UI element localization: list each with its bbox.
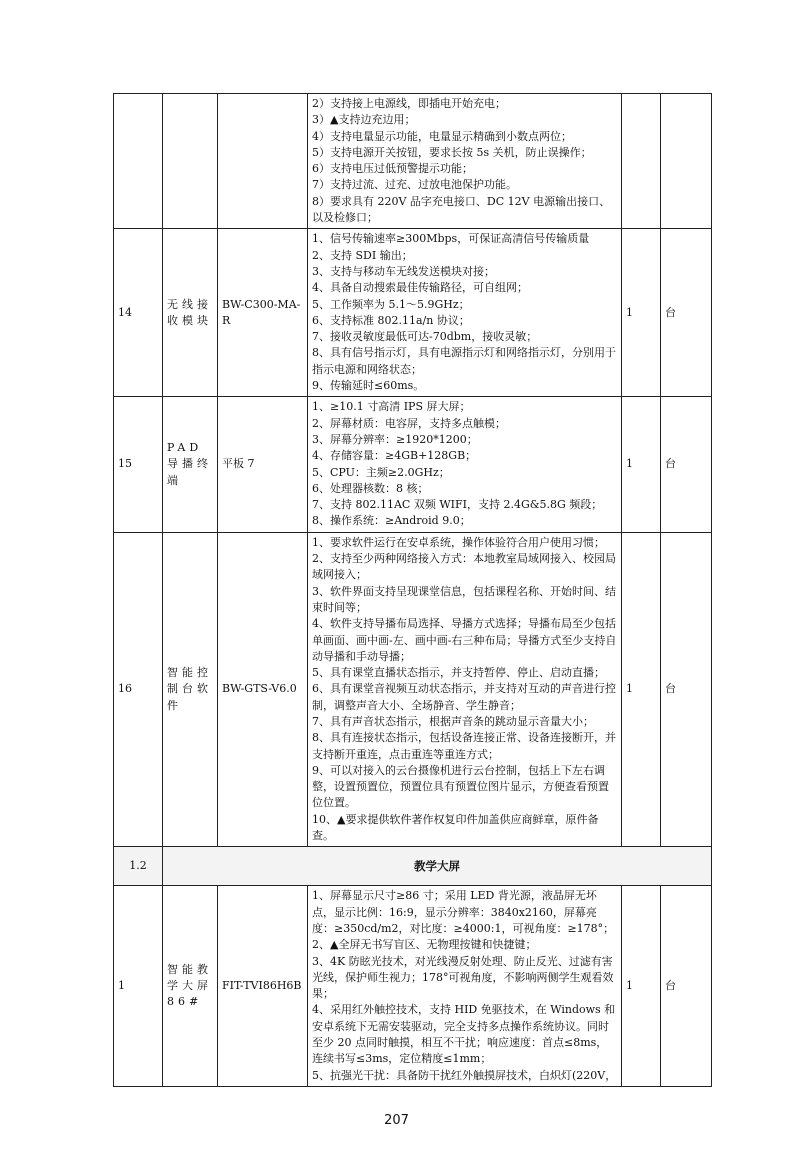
spec-line: 4、软件支持导播布局选择、导播方式选择；导播布局至少包括单画面、画中画-左、画中画-右三种布局；导播方式至少支持自动导播和手动导播；	[312, 617, 617, 663]
section-number: 1.2	[114, 847, 163, 886]
item-quantity: 1	[622, 886, 661, 1087]
item-unit: 台	[661, 229, 712, 397]
item-quantity: 1	[622, 397, 661, 532]
item-number: 1	[114, 886, 163, 1087]
page-number: 207	[384, 1112, 409, 1128]
spec-line: 10、▲要求提供软件著作权复印件加盖供应商鲜章，原件备查。	[312, 812, 599, 843]
spec-line: 3、4K 防眩光技术，对光线漫反射处理、防止反光、过滤有害光线，保护师生视力；178°可视角度，不影响两侧学生观看效果；	[312, 954, 614, 1001]
item-name: 智能控制台软件	[163, 532, 218, 847]
spec-line: 3、屏幕分辨率：≥1920*1200；	[312, 432, 478, 446]
item-quantity: 1	[622, 229, 661, 397]
item-quantity: 1	[622, 532, 661, 847]
spec-line: 8、操作系统：≥Android 9.0；	[312, 514, 471, 528]
spec-line: 8）要求具有 220V 品字充电接口、DC 12V 电源输出接口、以及检修口；	[312, 194, 611, 225]
spec-line: 5、抗强光干扰：具备防干扰红外触摸屏技术，白炽灯(220V，	[312, 1068, 617, 1082]
item-spec	[308, 94, 622, 229]
item-name: PAD 导播终端	[163, 397, 218, 532]
item-unit: 台	[661, 397, 712, 532]
spec-line: 2）支持接上电源线，即插电开始充电；	[312, 97, 506, 110]
item-model	[218, 94, 308, 229]
spec-line: 7、接收灵敏度最低可达-70dbm，接收灵敏；	[312, 330, 538, 344]
spec-line: 6、具有课堂音视频互动状态指示，并支持对互动的声音进行控制，调整声音大小、全场静音、学生静音；	[312, 682, 616, 712]
item-name: 智能教学大屏86#	[163, 886, 218, 1087]
item-unit: 台	[661, 886, 712, 1087]
spec-line: 3、软件界面支持呈现课堂信息，包括课程名称、开始时间、结束时间等；	[312, 584, 616, 614]
item-model: FIT-TVI86H6B	[218, 886, 308, 1087]
spec-line: 8、具有信号指示灯，具有电源指示灯和网络指示灯，分别用于指示电源和网络状态；	[312, 346, 616, 376]
item-spec	[308, 229, 622, 397]
item-spec	[308, 886, 622, 1087]
spec-line: 4）支持电量显示功能，电量显示精确到小数点两位；	[312, 129, 572, 143]
spec-line: 7、具有声音状态指示，根据声音条的跳动显示音量大小；	[312, 714, 594, 728]
item-quantity	[622, 94, 661, 229]
spec-line: 4、存储容量：≥4GB+128GB；	[312, 449, 477, 463]
item-model: BW-C300-MA-R	[218, 229, 308, 397]
spec-line: 3、支持与移动车无线发送模块对接；	[312, 264, 495, 278]
spec-line: 1、信号传输速率≥300Mbps，可保证高清信号传输质量	[312, 232, 590, 246]
item-number: 15	[114, 397, 163, 532]
section-title: 教学大屏	[163, 847, 712, 886]
spec-line: 6、支持标准 802.11a/n 协议；	[312, 313, 470, 327]
spec-line: 9、可以对接入的云台摄像机进行云台控制，包括上下左右调整，设置预置位，预置位具有预置位图片显示，方便查看预置位位置。	[312, 763, 609, 810]
section-row	[114, 847, 712, 886]
table-row	[114, 229, 712, 397]
spec-table	[113, 93, 712, 1087]
spec-line: 9、传输延时≤60ms。	[312, 379, 425, 393]
item-number: 16	[114, 532, 163, 847]
spec-line: 5、工作频率为 5.1～5.9GHz；	[312, 297, 470, 311]
item-unit: 台	[661, 532, 712, 847]
item-number: 14	[114, 229, 163, 397]
spec-line: 8、具有连接状态指示，包括设备连接正常、设备连接断开，并支持断开重连，点击重连等重连方式；	[312, 731, 616, 761]
item-model: 平板 7	[218, 397, 308, 532]
item-spec	[308, 397, 622, 532]
spec-line: 2、▲全屏无书写盲区、无物理按键和快捷键；	[312, 938, 537, 952]
spec-line: 1、要求软件运行在安卓系统，操作体验符合用户使用习惯；	[312, 535, 605, 549]
item-model: BW-GTS-V6.0	[218, 532, 308, 847]
spec-line: 5、CPU：主频≥2.0GHz；	[312, 465, 450, 479]
table-row	[114, 532, 712, 847]
item-number	[114, 94, 163, 229]
table-row	[114, 94, 712, 229]
spec-line: 6）支持电压过低预警提示功能；	[312, 162, 473, 176]
spec-line: 2、支持至少两种网络接入方式：本地教室局域网接入、校园局域网接入；	[312, 552, 616, 582]
table-row	[114, 397, 712, 532]
spec-line: 7）支持过流、过充、过放电池保护功能。	[312, 178, 517, 192]
spec-line: 4、具备自动搜索最佳传输路径，可自组网；	[312, 281, 528, 295]
spec-line: 5、具有课堂直播状态指示，并支持暂停、停止、启动直播；	[312, 666, 605, 680]
spec-line: 3）▲支持边充边用；	[312, 113, 416, 127]
spec-line: 2、屏幕材质：电容屏，支持多点触模；	[312, 416, 506, 430]
item-name: 无线接收模块	[163, 229, 218, 397]
spec-line: 5）支持电源开关按钮，要求长按 5s 关机，防止误操作；	[312, 145, 592, 159]
item-name	[163, 94, 218, 229]
spec-line: 7、支持 802.11AC 双频 WIFI，支持 2.4G&5.8G 频段；	[312, 498, 603, 512]
table-row	[114, 886, 712, 1087]
item-unit	[661, 94, 712, 229]
item-spec	[308, 532, 622, 847]
spec-line: 1、屏幕显示尺寸≥86 寸；采用 LED 背光源，液晶屏无坏点，显示比例：16:9，显示分辨率：3840x2160，屏幕亮度：≥350cd/m2，对比度：≥4000:1，可视角度：≥178°；	[312, 889, 615, 935]
spec-line: 1、≥10.1 寸高清 IPS 屏大屏；	[312, 400, 471, 414]
spec-line: 2、支持 SDI 输出；	[312, 248, 413, 262]
spec-line: 4、采用红外触控技术，支持 HID 免驱技术，在 Windows 和安卓系统下无需安装驱动，完全支持多点操作系统协议。同时至少 20 点同时触摸，相互不干扰；响应速度：首点≤8ms，连续书写≤3ms，定位精度≤1mm；	[312, 1003, 616, 1066]
spec-line: 6、处理器核数：8 核；	[312, 481, 429, 495]
